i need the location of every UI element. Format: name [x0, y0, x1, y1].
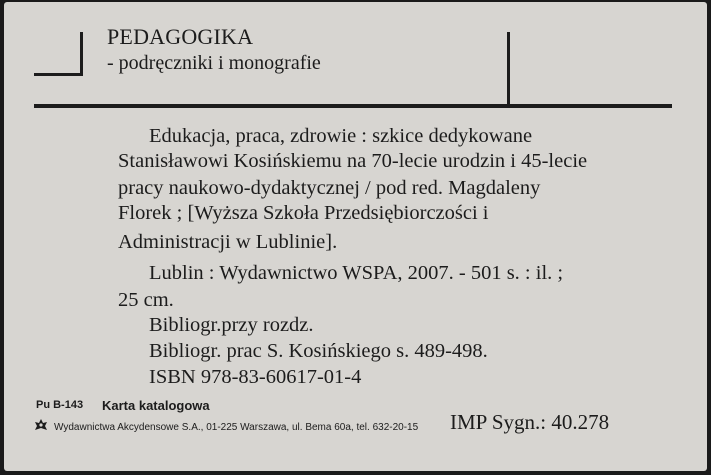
header-divider-vertical [507, 32, 510, 106]
record-line: pracy naukowo-dydaktycznej / pod red. Magdaleny [118, 177, 541, 199]
publisher-logo-icon [34, 418, 48, 432]
call-number: IMP Sygn.: 40.278 [450, 410, 610, 434]
form-title: Karta katalogowa [102, 398, 210, 413]
subject-subheading: - podręczniki i monografie [107, 52, 321, 74]
record-line: Bibliogr.przy rozdz. [149, 314, 314, 336]
corner-mark-vertical [80, 32, 83, 76]
record-line: Lublin : Wydawnictwo WSPA, 2007. - 501 s. : il. ; [149, 262, 564, 284]
subject-heading: PEDAGOGIKA [107, 24, 254, 49]
header-rule [34, 104, 672, 108]
record-line: 25 cm. [118, 289, 174, 311]
record-line: Bibliogr. prac S. Kosińskiego s. 489-498. [149, 340, 488, 362]
form-code: Pu B-143 [36, 399, 84, 411]
record-line: Edukacja, praca, zdrowie : szkice dedykowane [149, 125, 533, 147]
publisher-line: Wydawnictwa Akcydensowe S.A., 01-225 Warszawa, ul. Bema 60a, tel. 632-20-15 [54, 422, 419, 433]
corner-mark-horizontal [34, 73, 83, 76]
record-line: Administracji w Lublinie]. [118, 231, 338, 253]
record-line: Florek ; [Wyższa Szkoła Przedsiębiorczości i [118, 202, 489, 224]
record-line: ISBN 978-83-60617-01-4 [149, 366, 362, 388]
catalog-card [4, 2, 707, 471]
record-line: Stanisławowi Kosińskiemu na 70-lecie urodzin i 45-lecie [118, 150, 588, 172]
